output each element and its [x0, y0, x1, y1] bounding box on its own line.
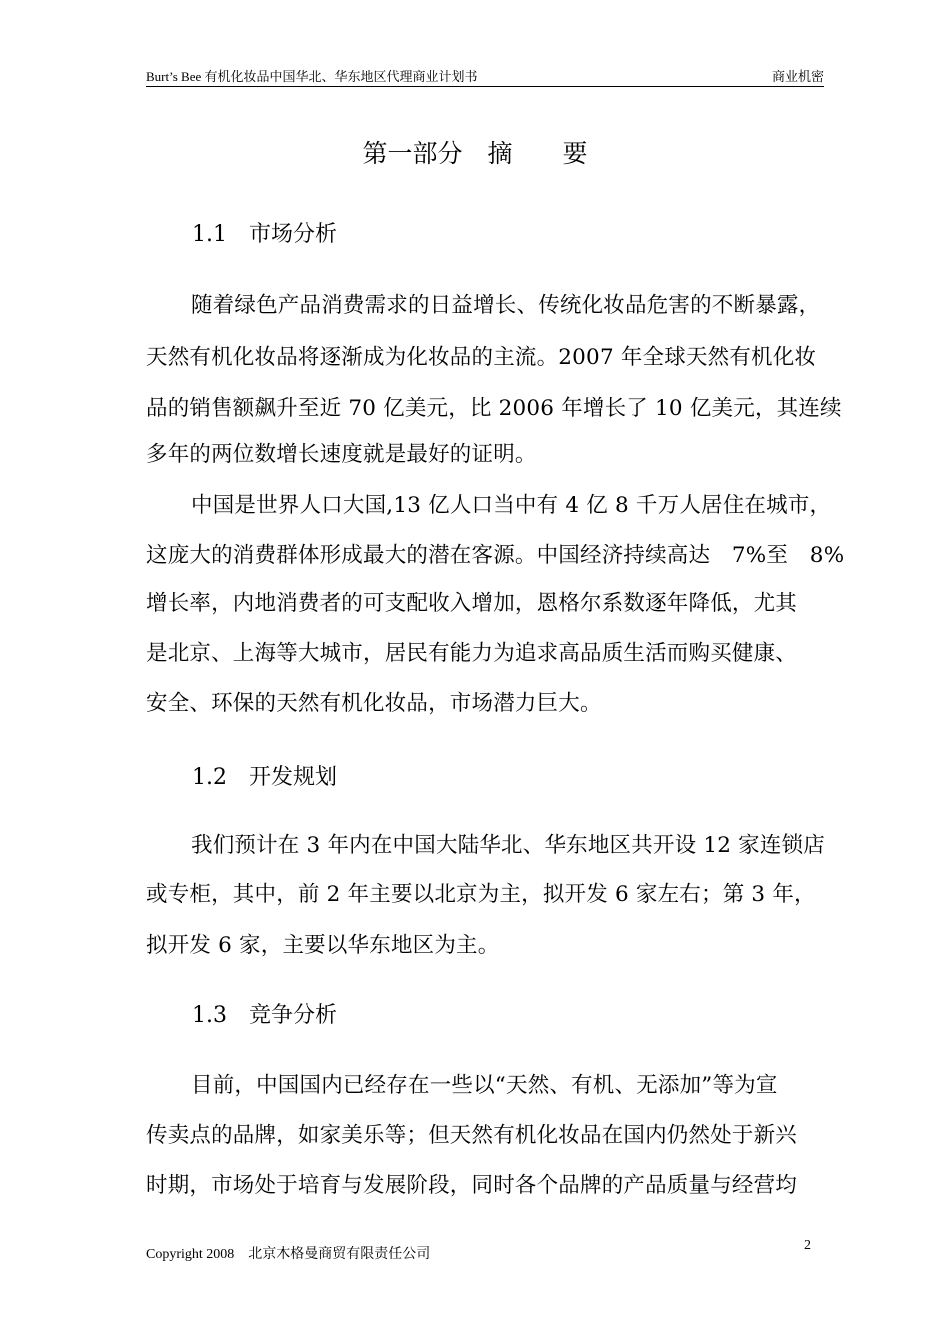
paragraph-line: 安全、环保的天然有机化妆品，市场潜力巨大。: [146, 691, 602, 716]
paragraph-line: 或专柜，其中，前 2 年主要以北京为主，拟开发 6 家左右；第 3 年，: [146, 882, 816, 907]
paragraph-line: 目前，中国国内已经存在一些以“天然、有机、无添加”等为宣: [191, 1073, 778, 1098]
paragraph-line: 拟开发 6 家，主要以华东地区为主。: [146, 933, 500, 958]
section-heading-competition-analysis: 1.3 竞争分析: [192, 1003, 337, 1028]
paragraph-line: 时期，市场处于培育与发展阶段，同时各个品牌的产品质量与经营均: [146, 1173, 798, 1198]
section-heading-development-plan: 1.2 开发规划: [192, 765, 337, 790]
page-header: [146, 64, 824, 87]
paragraph-line: 传卖点的品牌，如家美乐等；但天然有机化妆品在国内仍然处于新兴: [146, 1123, 798, 1148]
paragraph-line: 中国是世界人口大国,13 亿人口当中有 4 亿 8 千万人居住在城市，: [191, 493, 832, 518]
page-number: 2: [804, 1238, 811, 1253]
paragraph-line: 随着绿色产品消费需求的日益增长、传统化妆品危害的不断暴露，: [191, 293, 821, 318]
paragraph-line: 这庞大的消费群体形成最大的潜在客源。中国经济持续高达 7%至 8%: [146, 543, 845, 568]
paragraph-line: 我们预计在 3 年内在中国大陆华北、华东地区共开设 12 家连锁店: [191, 833, 825, 858]
paragraph-line: 增长率，内地消费者的可支配收入增加，恩格尔系数逐年降低，尤其: [146, 591, 798, 616]
document-title: Burt’s Bee 有机化妆品中国华北、华东地区代理商业计划书: [146, 69, 478, 84]
footer-copyright: Copyright 2008 北京木格曼商贸有限责任公司: [146, 1247, 431, 1262]
confidential-label: 商业机密: [771, 69, 824, 84]
paragraph-line: 品的销售额飙升至近 70 亿美元，比 2006 年增长了 10 亿美元，其连续: [146, 396, 842, 421]
paragraph-line: 天然有机化妆品将逐渐成为化妆品的主流。2007 年全球天然有机化妆: [146, 345, 817, 370]
paragraph-line: 是北京、上海等大城市，居民有能力为追求高品质生活而购买健康、: [146, 641, 798, 666]
section-heading-market-analysis: 1.1 市场分析: [192, 222, 337, 247]
part-title: 第一部分 摘 要: [362, 139, 588, 168]
paragraph-line: 多年的两位数增长速度就是最好的证明。: [146, 442, 537, 467]
